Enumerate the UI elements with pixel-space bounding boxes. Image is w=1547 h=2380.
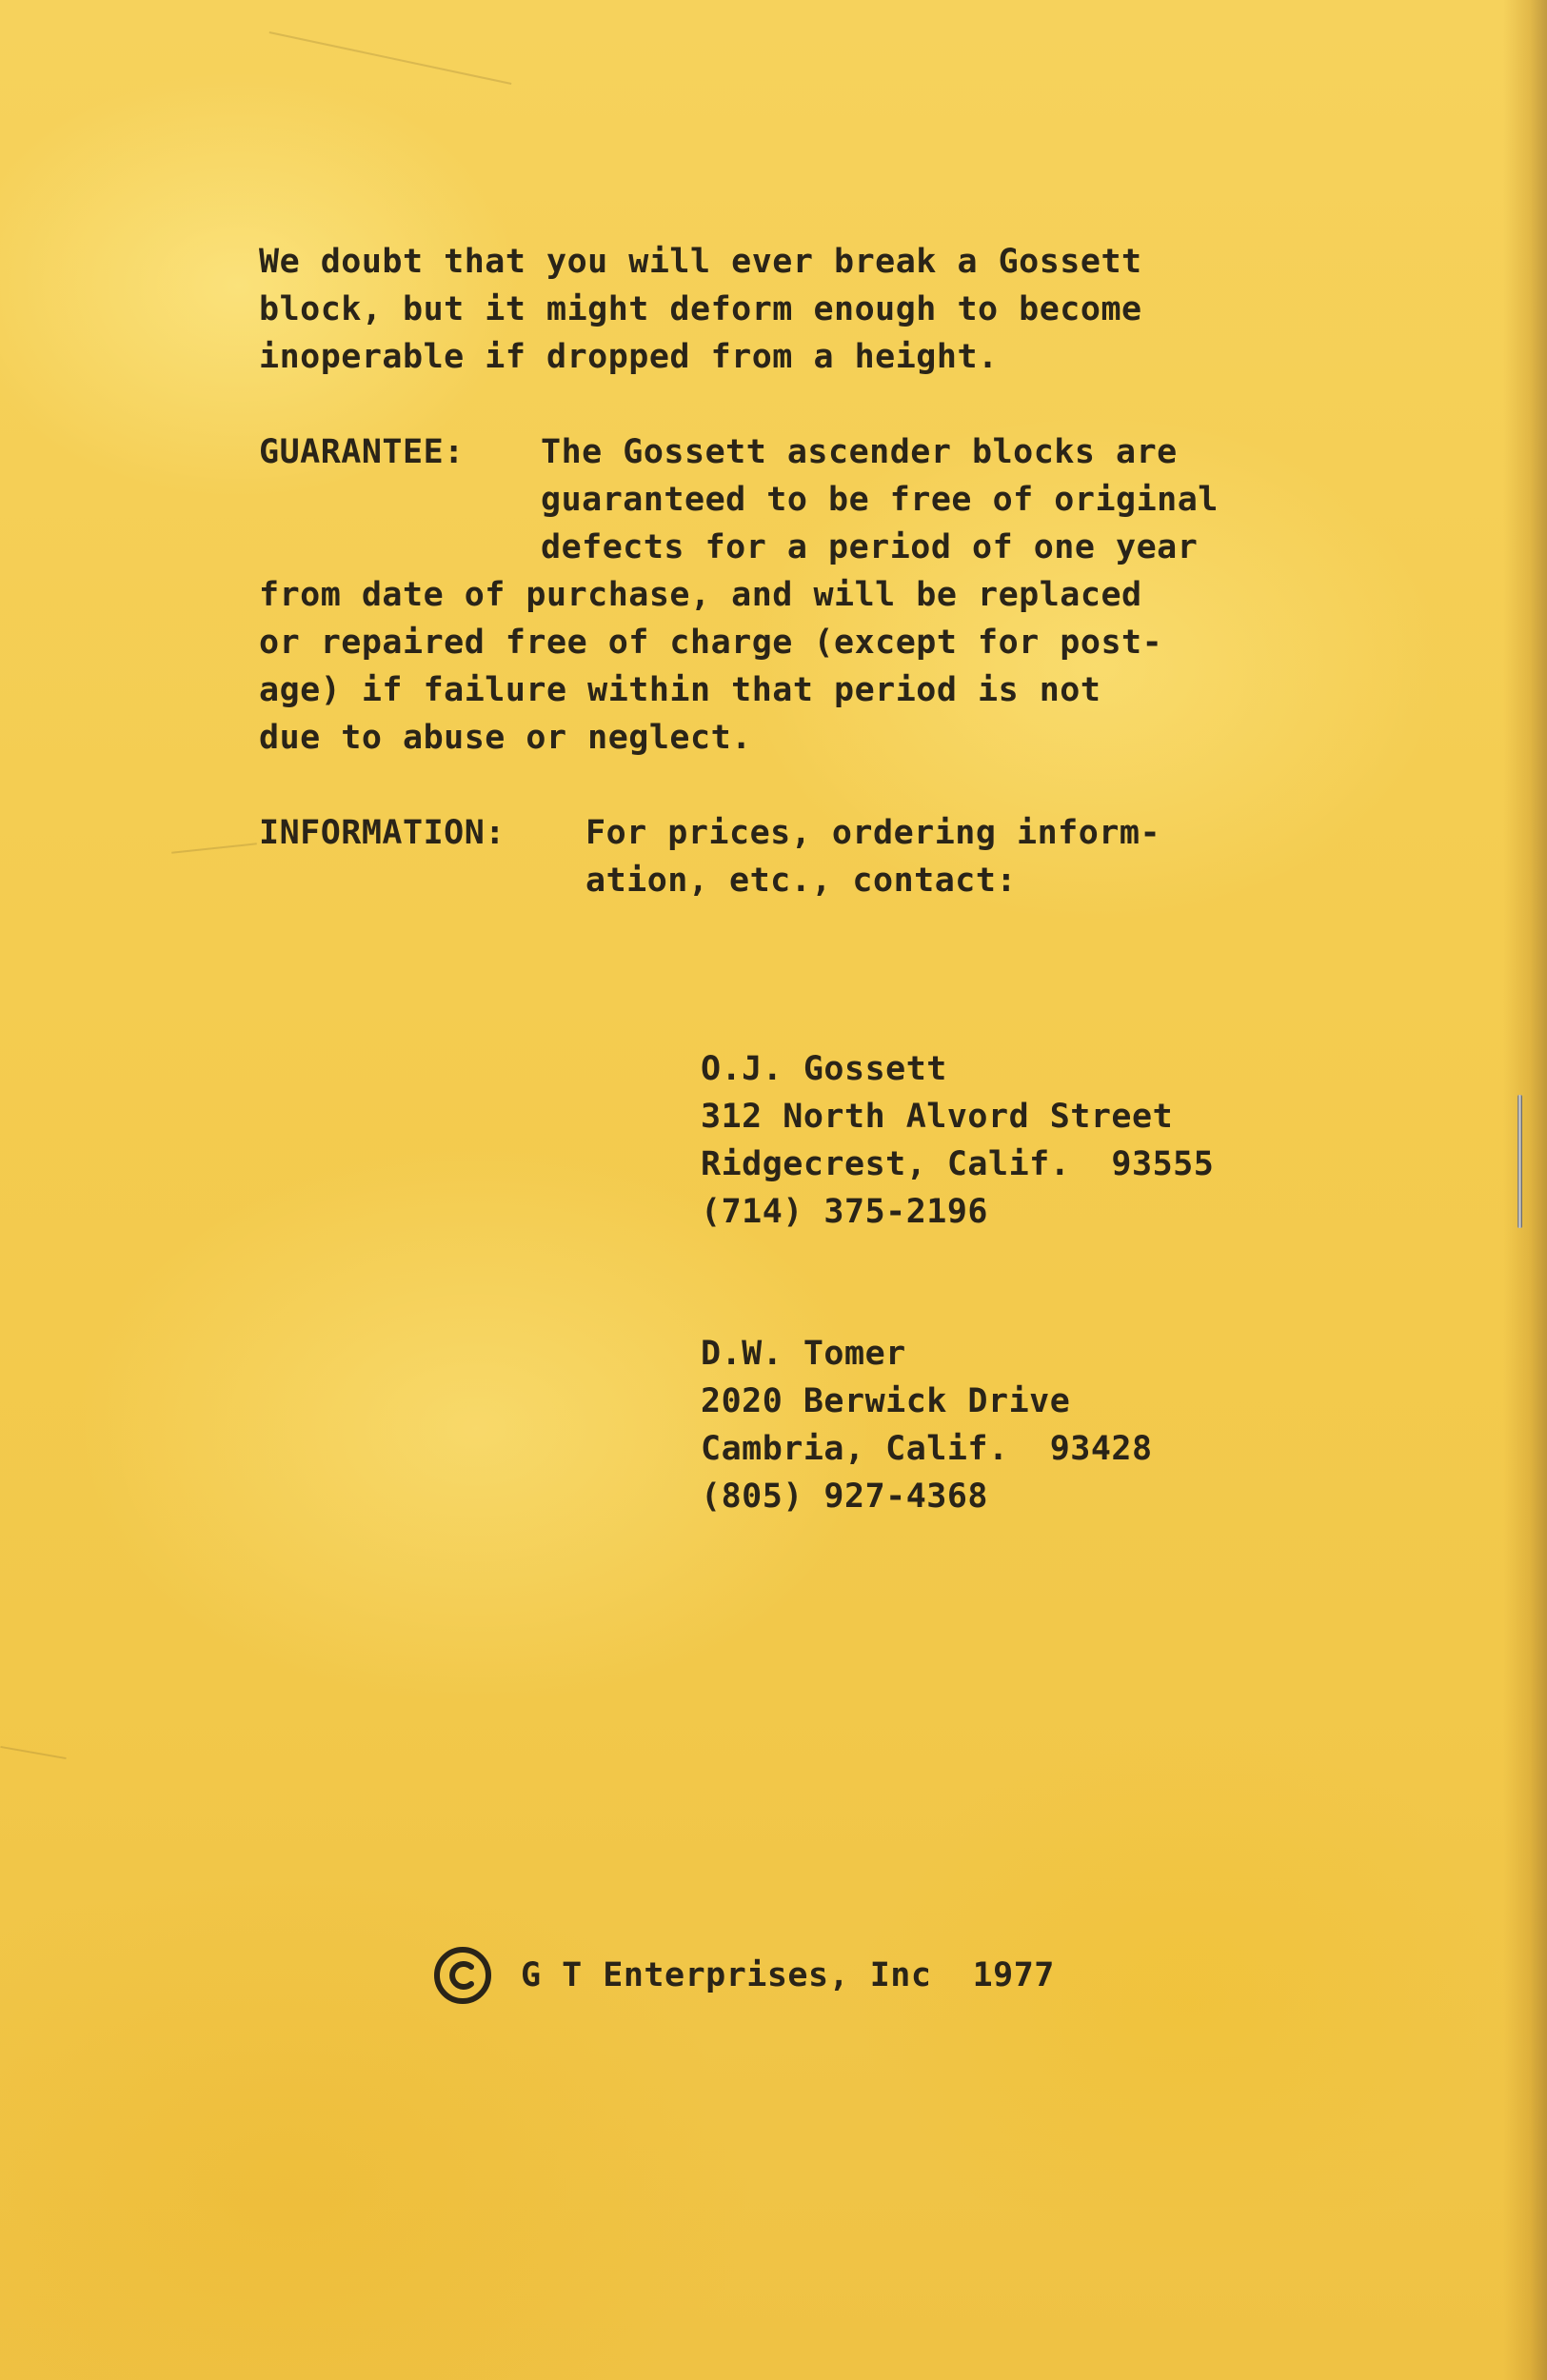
intro-paragraph bbox=[259, 238, 1142, 381]
guarantee-line: due to abuse or neglect. bbox=[259, 719, 752, 757]
guarantee-label: GUARANTEE: bbox=[259, 433, 465, 471]
guarantee-line: The Gossett ascender blocks are bbox=[541, 433, 1178, 471]
contact-phone: (805) 927-4368 bbox=[701, 1478, 989, 1516]
contact-name: D.W. Tomer bbox=[701, 1335, 906, 1373]
guarantee-line: from date of purchase, and will be replaced bbox=[259, 576, 1142, 614]
staple bbox=[1517, 1095, 1522, 1228]
contact-street: 312 North Alvord Street bbox=[701, 1098, 1174, 1136]
guarantee-paragraph-indented bbox=[541, 428, 1219, 571]
contact-name: O.J. Gossett bbox=[701, 1050, 947, 1088]
paper-crease bbox=[0, 1746, 66, 1759]
copyright-footer bbox=[433, 1942, 1055, 2009]
guarantee-line: guaranteed to be free of original bbox=[541, 481, 1219, 519]
information-paragraph bbox=[585, 809, 1160, 904]
guarantee-paragraph-continued bbox=[259, 571, 1162, 762]
contact-phone: (714) 375-2196 bbox=[701, 1193, 989, 1231]
paper-crease bbox=[171, 843, 257, 853]
page-edge-shadow bbox=[1503, 0, 1547, 2380]
contact-city: Cambria, Calif. 93428 bbox=[701, 1430, 1153, 1468]
guarantee-line: or repaired free of charge (except for post- bbox=[259, 624, 1163, 662]
copyright-icon bbox=[433, 1946, 492, 2005]
guarantee-line: defects for a period of one year bbox=[541, 528, 1199, 566]
intro-line: We doubt that you will ever break a Gossett bbox=[259, 243, 1142, 281]
contact-street: 2020 Berwick Drive bbox=[701, 1382, 1071, 1420]
contact-city: Ridgecrest, Calif. 93555 bbox=[701, 1145, 1215, 1183]
contact-address-tomer bbox=[701, 1330, 1153, 1520]
intro-line: block, but it might deform enough to become bbox=[259, 290, 1142, 328]
intro-line: inoperable if dropped from a height. bbox=[259, 338, 999, 376]
information-line: For prices, ordering inform- bbox=[585, 814, 1161, 852]
information-line: ation, etc., contact: bbox=[585, 862, 1018, 900]
guarantee-line: age) if failure within that period is not bbox=[259, 671, 1101, 709]
copyright-text: G T Enterprises, Inc 1977 bbox=[521, 1956, 1055, 1994]
paper-crease bbox=[269, 31, 512, 85]
contact-address-gossett bbox=[701, 1045, 1214, 1236]
information-label: INFORMATION: bbox=[259, 814, 506, 852]
